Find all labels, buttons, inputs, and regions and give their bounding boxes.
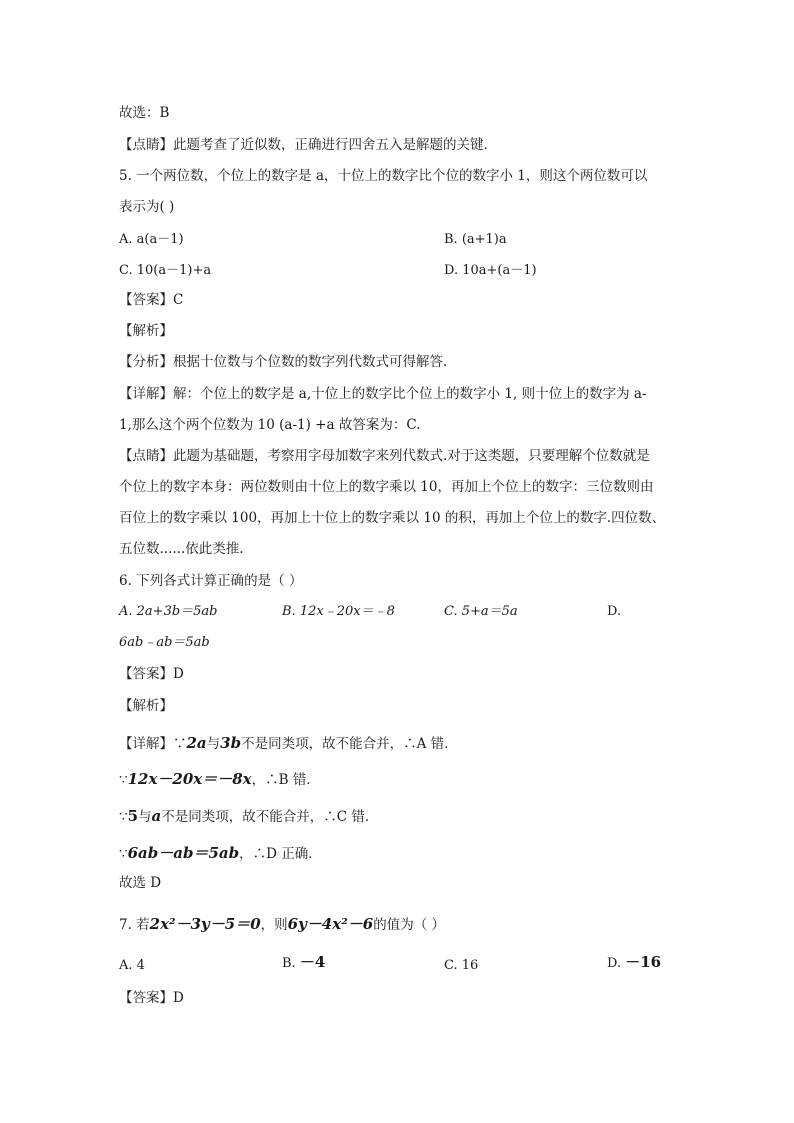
q7-option-b — [282, 952, 325, 974]
q5-comment-line4: 五位数......依此类推. — [119, 541, 244, 557]
q6-option-c: C. 5+a＝5a — [444, 604, 518, 619]
math-a: a — [151, 807, 162, 825]
option-label: B. — [282, 956, 296, 971]
q7-stem — [119, 914, 445, 935]
detail-suffix: ，∴B 错． — [251, 772, 320, 788]
q5-option-a: A. a(a－1) — [119, 232, 184, 247]
q5-detail-line1: 【详解】解：个位上的数字是 a,十位上的数字比个位上的数字小 1, 则十位上的数字为 a- — [119, 386, 647, 402]
q5-comment-line1: 【点睛】此题为基础题，考察用字母加数字来列代数式.对于这类题，只要理解个位数就是 — [119, 448, 650, 464]
q5-detail-line2: 1,那么这个两个位数为 10 (a-1) +a 故答案为：C. — [119, 417, 421, 433]
detail-suffix: ，∴D 正确． — [239, 846, 322, 862]
q5-comment-line3: 百位上的数字乘以 100，再加上十位上的数字乘以 10 的积，再加上个位上的数字.四位数、 — [119, 510, 666, 526]
q5-comment-line2: 个位上的数字本身：两位数则由十位上的数字乘以 10，再加上个位上的数字：三位数则由 — [119, 479, 654, 495]
q6-detail-line3 — [119, 806, 378, 827]
q6-option-a: A. 2a+3b＝5ab — [119, 604, 218, 619]
detail-suffix: 不是同类项，故不能合并，∴C 错． — [161, 809, 379, 825]
q6-stem: 6. 下列各式计算正确的是（ ） — [119, 573, 303, 589]
q5-stem-line1: 5. 一个两位数，个位上的数字是 a，十位上的数字比个位的数字小 1，则这个两位数可以 — [119, 168, 648, 184]
comment-q4: 【点睛】此题考查了近似数，正确进行四舍五入是解题的关键． — [119, 137, 497, 153]
answer-choice-q4: 故选：B — [119, 105, 170, 121]
q7-suffix: 的值为（ ） — [373, 917, 445, 933]
detail-prefix: 【详解】∵ — [119, 736, 187, 752]
q5-stem-line2: 表示为( ) — [119, 199, 175, 215]
because-symbol: ∵ — [119, 846, 128, 862]
q6-option-d: D. — [607, 604, 622, 619]
q6-analysis-title: 【解析】 — [119, 698, 173, 714]
q6-option-d-expr: 6ab﹣ab＝5ab — [119, 635, 210, 650]
q5-option-d: D. 10a+(a－1) — [444, 263, 537, 278]
q7-answer: 【答案】D — [119, 990, 184, 1006]
math-5: 5 — [127, 807, 139, 825]
q5-analysis-title: 【解析】 — [119, 323, 173, 339]
q7-option-a: A. 4 — [119, 958, 145, 973]
q6-detail-line1 — [119, 733, 458, 754]
because-symbol: ∵ — [119, 809, 128, 825]
math-3b: 3b — [220, 734, 242, 752]
q5-option-c: C. 10(a－1)+a — [119, 263, 212, 278]
detail-suffix: 不是同类项，故不能合并，∴A 错． — [241, 736, 458, 752]
q5-answer: 【答案】C — [119, 292, 184, 308]
q5-option-b: B. (a+1)a — [444, 232, 507, 247]
math-2a: 2a — [186, 734, 207, 752]
q7-option-c: C. 16 — [444, 958, 479, 973]
q6-detail-line2 — [119, 769, 320, 790]
math-condition: 2x²－3y－5＝0 — [149, 915, 261, 933]
q7-mid: ，则 — [260, 917, 288, 933]
q6-final: 故选 D — [119, 875, 162, 891]
because-symbol: ∵ — [119, 772, 128, 788]
q7-prefix: 7. 若 — [119, 917, 150, 933]
q6-option-b: B. 12x﹣20x＝﹣8 — [282, 604, 395, 619]
math-neg4: －4 — [299, 953, 326, 971]
q5-analysis: 【分析】根据十位数与个位数的数字列代数式可得解答. — [119, 354, 448, 370]
math-6ab-ab: 6ab－ab＝5ab — [127, 844, 240, 862]
detail-mid: 与 — [138, 809, 152, 825]
option-label: D. — [607, 956, 622, 971]
math-12x-20x: 12x－20x＝－8x — [127, 770, 252, 788]
q6-answer: 【答案】D — [119, 666, 184, 682]
math-neg16: －16 — [625, 953, 662, 971]
detail-mid: 与 — [206, 736, 221, 752]
math-target-expr: 6y－4x²－6 — [287, 915, 374, 933]
q6-detail-line4 — [119, 843, 322, 864]
q7-option-d — [607, 952, 661, 974]
